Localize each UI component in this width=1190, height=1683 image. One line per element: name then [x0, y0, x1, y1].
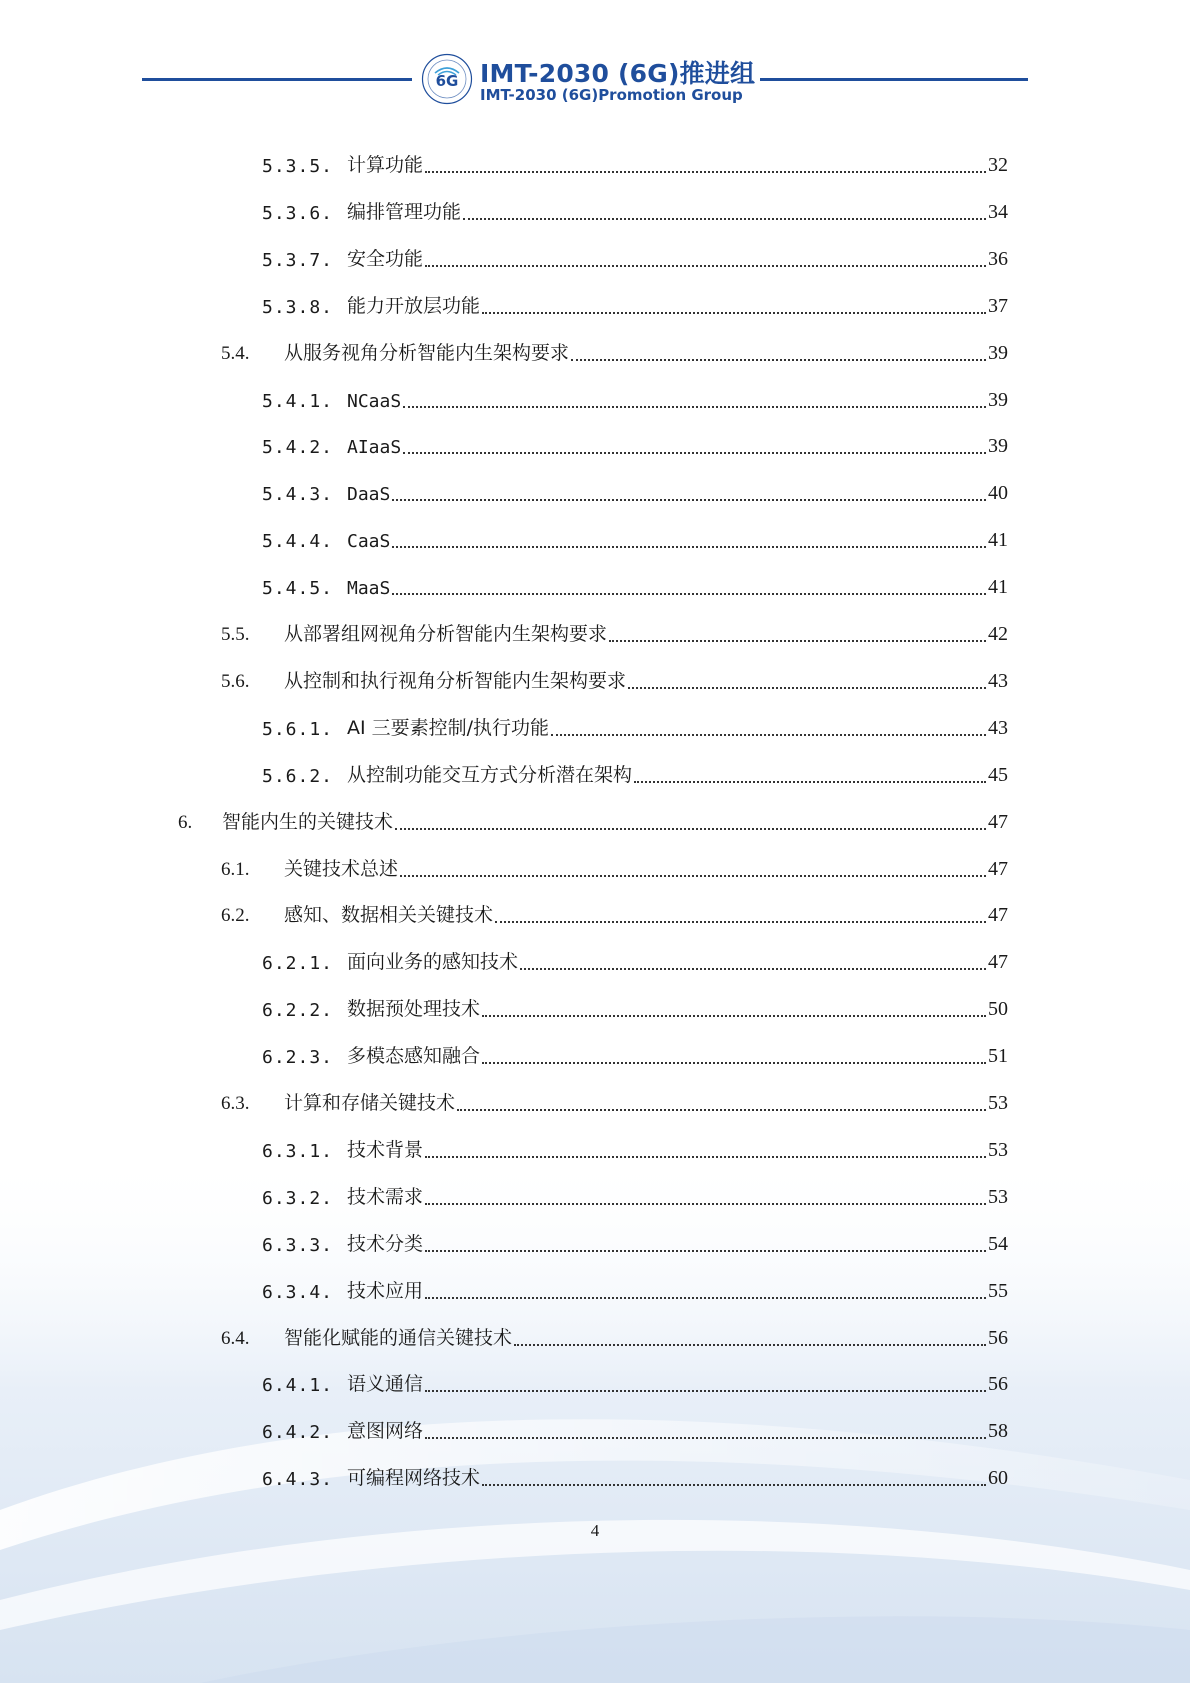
toc-entry-title: 智能内生的关键技术 — [222, 811, 394, 833]
toc-entry[interactable] — [221, 621, 1008, 649]
toc-entry-title: 面向业务的感知技术 — [347, 951, 519, 973]
toc-entry[interactable] — [221, 1325, 1008, 1353]
toc-entry[interactable] — [262, 246, 1008, 274]
toc-entry[interactable] — [262, 949, 1008, 977]
toc-entry-page: 53 — [988, 1186, 1008, 1208]
toc-entry-number: 5.5. — [221, 624, 250, 645]
toc-entry[interactable] — [262, 387, 1008, 415]
toc-entry-number: 6.1. — [221, 859, 250, 880]
toc-dot-leader — [425, 1390, 986, 1392]
toc-entry-number: 5.4.1. — [262, 391, 334, 412]
header-title: IMT-2030 (6G)推进组 — [480, 59, 756, 88]
toc-entry[interactable] — [262, 1278, 1008, 1306]
toc-entry-number: 5.6. — [221, 671, 250, 692]
toc-dot-leader — [403, 452, 986, 454]
toc-entry-title: 技术分类 — [347, 1233, 424, 1255]
toc-entry-page: 47 — [988, 951, 1008, 973]
toc-entry[interactable] — [262, 1418, 1008, 1446]
toc-dot-leader — [392, 546, 986, 548]
toc-entry-page: 37 — [988, 295, 1008, 317]
toc-entry[interactable] — [262, 1184, 1008, 1212]
toc-dot-leader — [482, 1015, 986, 1017]
toc-entry-page: 42 — [988, 623, 1008, 645]
header-subtitle: IMT-2030 (6G)Promotion Group — [480, 86, 743, 104]
toc-dot-leader — [628, 687, 986, 689]
toc-entry-page: 47 — [988, 858, 1008, 880]
toc-entry-page: 47 — [988, 904, 1008, 926]
imt2030-logo-icon — [421, 53, 473, 105]
toc-entry-number: 6.4.2. — [262, 1422, 334, 1443]
toc-dot-leader — [634, 781, 986, 783]
toc-entry-page: 54 — [988, 1233, 1008, 1255]
toc-entry-page: 56 — [988, 1373, 1008, 1395]
toc-entry-page: 40 — [988, 482, 1008, 504]
toc-entry-number: 6. — [178, 812, 193, 833]
toc-entry-number: 6.4.3. — [262, 1469, 334, 1490]
toc-entry-page: 34 — [988, 201, 1008, 223]
toc-dot-leader — [392, 593, 986, 595]
toc-entry-title: 语义通信 — [347, 1373, 424, 1395]
toc-dot-leader — [425, 1203, 986, 1205]
toc-entry[interactable] — [221, 340, 1008, 368]
toc-entry-number: 5.4.5. — [262, 578, 334, 599]
toc-entry-number: 5.4.2. — [262, 437, 334, 458]
toc-dot-leader — [425, 1437, 986, 1439]
toc-entry-number: 6.3.2. — [262, 1188, 334, 1209]
toc-entry[interactable] — [221, 1090, 1008, 1118]
toc-entry-number: 5.3.8. — [262, 297, 334, 318]
toc-entry[interactable] — [221, 902, 1008, 930]
toc-entry[interactable] — [262, 433, 1008, 461]
toc-dot-leader — [495, 921, 986, 923]
toc-entry-title: 技术背景 — [347, 1139, 424, 1161]
toc-dot-leader — [482, 312, 986, 314]
toc-entry[interactable] — [262, 527, 1008, 555]
toc-entry-number: 6.3.4. — [262, 1282, 334, 1303]
toc-entry-number: 6.3. — [221, 1093, 250, 1114]
toc-entry-number: 6.2.1. — [262, 953, 334, 974]
toc-entry-page: 53 — [988, 1139, 1008, 1161]
toc-entry-number: 6.3.1. — [262, 1141, 334, 1162]
toc-dot-leader — [395, 828, 986, 830]
toc-entry-title: 感知、数据相关关键技术 — [284, 904, 494, 926]
toc-dot-leader — [425, 1297, 986, 1299]
toc-entry-title: 能力开放层功能 — [347, 295, 481, 317]
toc-entry[interactable] — [262, 1465, 1008, 1493]
toc-entry-page: 39 — [988, 389, 1008, 411]
toc-entry-page: 53 — [988, 1092, 1008, 1114]
toc-entry-title: 技术应用 — [347, 1280, 424, 1302]
toc-entry-page: 47 — [988, 811, 1008, 833]
toc-entry-number: 5.4.3. — [262, 484, 334, 505]
toc-entry-title: 关键技术总述 — [284, 858, 399, 880]
toc-entry-page: 43 — [988, 670, 1008, 692]
toc-dot-leader — [425, 171, 986, 173]
toc-entry[interactable] — [221, 856, 1008, 884]
toc-dot-leader — [425, 265, 986, 267]
toc-entry-page: 39 — [988, 435, 1008, 457]
toc-entry-title: 可编程网络技术 — [347, 1467, 481, 1489]
toc-entry-page: 55 — [988, 1280, 1008, 1302]
toc-entry[interactable] — [262, 715, 1008, 743]
toc-entry-title: 计算功能 — [347, 154, 424, 176]
toc-entry[interactable] — [262, 293, 1008, 321]
toc-entry-title: 多模态感知融合 — [347, 1045, 481, 1067]
toc-entry-title: MaaS — [347, 578, 391, 599]
toc-entry[interactable] — [178, 809, 1008, 837]
toc-entry-page: 56 — [988, 1327, 1008, 1349]
toc-entry-number: 5.6.2. — [262, 766, 334, 787]
toc-dot-leader — [482, 1484, 986, 1486]
toc-entry-number: 5.4.4. — [262, 531, 334, 552]
toc-entry-title: NCaaS — [347, 391, 402, 412]
toc-entry-number: 5.3.5. — [262, 156, 334, 177]
toc-entry[interactable] — [262, 1231, 1008, 1259]
toc-entry-page: 36 — [988, 248, 1008, 270]
toc-entry-title: 数据预处理技术 — [347, 998, 481, 1020]
toc-dot-leader — [482, 1062, 986, 1064]
toc-entry[interactable] — [262, 996, 1008, 1024]
toc-entry-title: 从部署组网视角分析智能内生架构要求 — [284, 623, 608, 645]
toc-entry-title: 从控制和执行视角分析智能内生架构要求 — [284, 670, 627, 692]
toc-entry-number: 6.4.1. — [262, 1375, 334, 1396]
toc-dot-leader — [400, 875, 986, 877]
toc-dot-leader — [463, 218, 986, 220]
toc-entry-page: 39 — [988, 342, 1008, 364]
toc-entry[interactable] — [262, 199, 1008, 227]
toc-entry-number: 5.4. — [221, 343, 250, 364]
toc-entry-title: 技术需求 — [347, 1186, 424, 1208]
toc-dot-leader — [403, 406, 986, 408]
toc-entry[interactable] — [262, 1371, 1008, 1399]
toc-entry-title: DaaS — [347, 484, 391, 505]
toc-dot-leader — [457, 1109, 986, 1111]
toc-dot-leader — [609, 640, 986, 642]
toc-entry-number: 6.4. — [221, 1328, 250, 1349]
toc-dot-leader — [551, 734, 986, 736]
toc-entry-title: 智能化赋能的通信关键技术 — [284, 1327, 513, 1349]
header-rule-right — [760, 78, 1028, 81]
toc-entry-title: AIaaS — [347, 437, 402, 458]
toc-entry[interactable] — [262, 152, 1008, 180]
toc-entry-page: 41 — [988, 529, 1008, 551]
toc-entry-title: 计算和存储关键技术 — [284, 1092, 456, 1114]
page-number: 4 — [590, 1521, 600, 1540]
toc-entry-number: 6.2.3. — [262, 1047, 334, 1068]
toc-entry-title: AI 三要素控制/执行功能 — [347, 717, 550, 739]
toc-entry[interactable] — [262, 1043, 1008, 1071]
page-header — [0, 0, 1190, 120]
toc-dot-leader — [514, 1344, 986, 1346]
toc-entry[interactable] — [221, 668, 1008, 696]
toc-entry[interactable] — [262, 762, 1008, 790]
toc-entry-number: 6.3.3. — [262, 1235, 334, 1256]
toc-entry-title: 从控制功能交互方式分析潜在架构 — [347, 764, 633, 786]
toc-dot-leader — [392, 499, 986, 501]
toc-entry-number: 5.3.7. — [262, 250, 334, 271]
toc-entry-title: 从服务视角分析智能内生架构要求 — [284, 342, 570, 364]
toc-entry[interactable] — [262, 480, 1008, 508]
toc-entry-title: CaaS — [347, 531, 391, 552]
toc-entry-page: 43 — [988, 717, 1008, 739]
toc-entry-page: 41 — [988, 576, 1008, 598]
toc-entry[interactable] — [262, 1137, 1008, 1165]
toc-dot-leader — [425, 1156, 986, 1158]
svg-text:6G: 6G — [435, 72, 459, 90]
toc-entry-title: 意图网络 — [347, 1420, 424, 1442]
toc-entry-page: 32 — [988, 154, 1008, 176]
toc-entry-number: 5.6.1. — [262, 719, 334, 740]
toc-entry-page: 50 — [988, 998, 1008, 1020]
toc-entry-number: 5.3.6. — [262, 203, 334, 224]
toc-entry-page: 45 — [988, 764, 1008, 786]
toc-entry-page: 60 — [988, 1467, 1008, 1489]
toc-entry-title: 安全功能 — [347, 248, 424, 270]
toc-dot-leader — [571, 359, 986, 361]
header-rule-left — [142, 78, 412, 81]
toc-entry-page: 51 — [988, 1045, 1008, 1067]
toc-dot-leader — [520, 968, 986, 970]
toc-entry-number: 6.2. — [221, 905, 250, 926]
toc-entry-title: 编排管理功能 — [347, 201, 462, 223]
toc-entry-page: 58 — [988, 1420, 1008, 1442]
toc-entry-number: 6.2.2. — [262, 1000, 334, 1021]
toc-entry[interactable] — [262, 574, 1008, 602]
toc-dot-leader — [425, 1250, 986, 1252]
